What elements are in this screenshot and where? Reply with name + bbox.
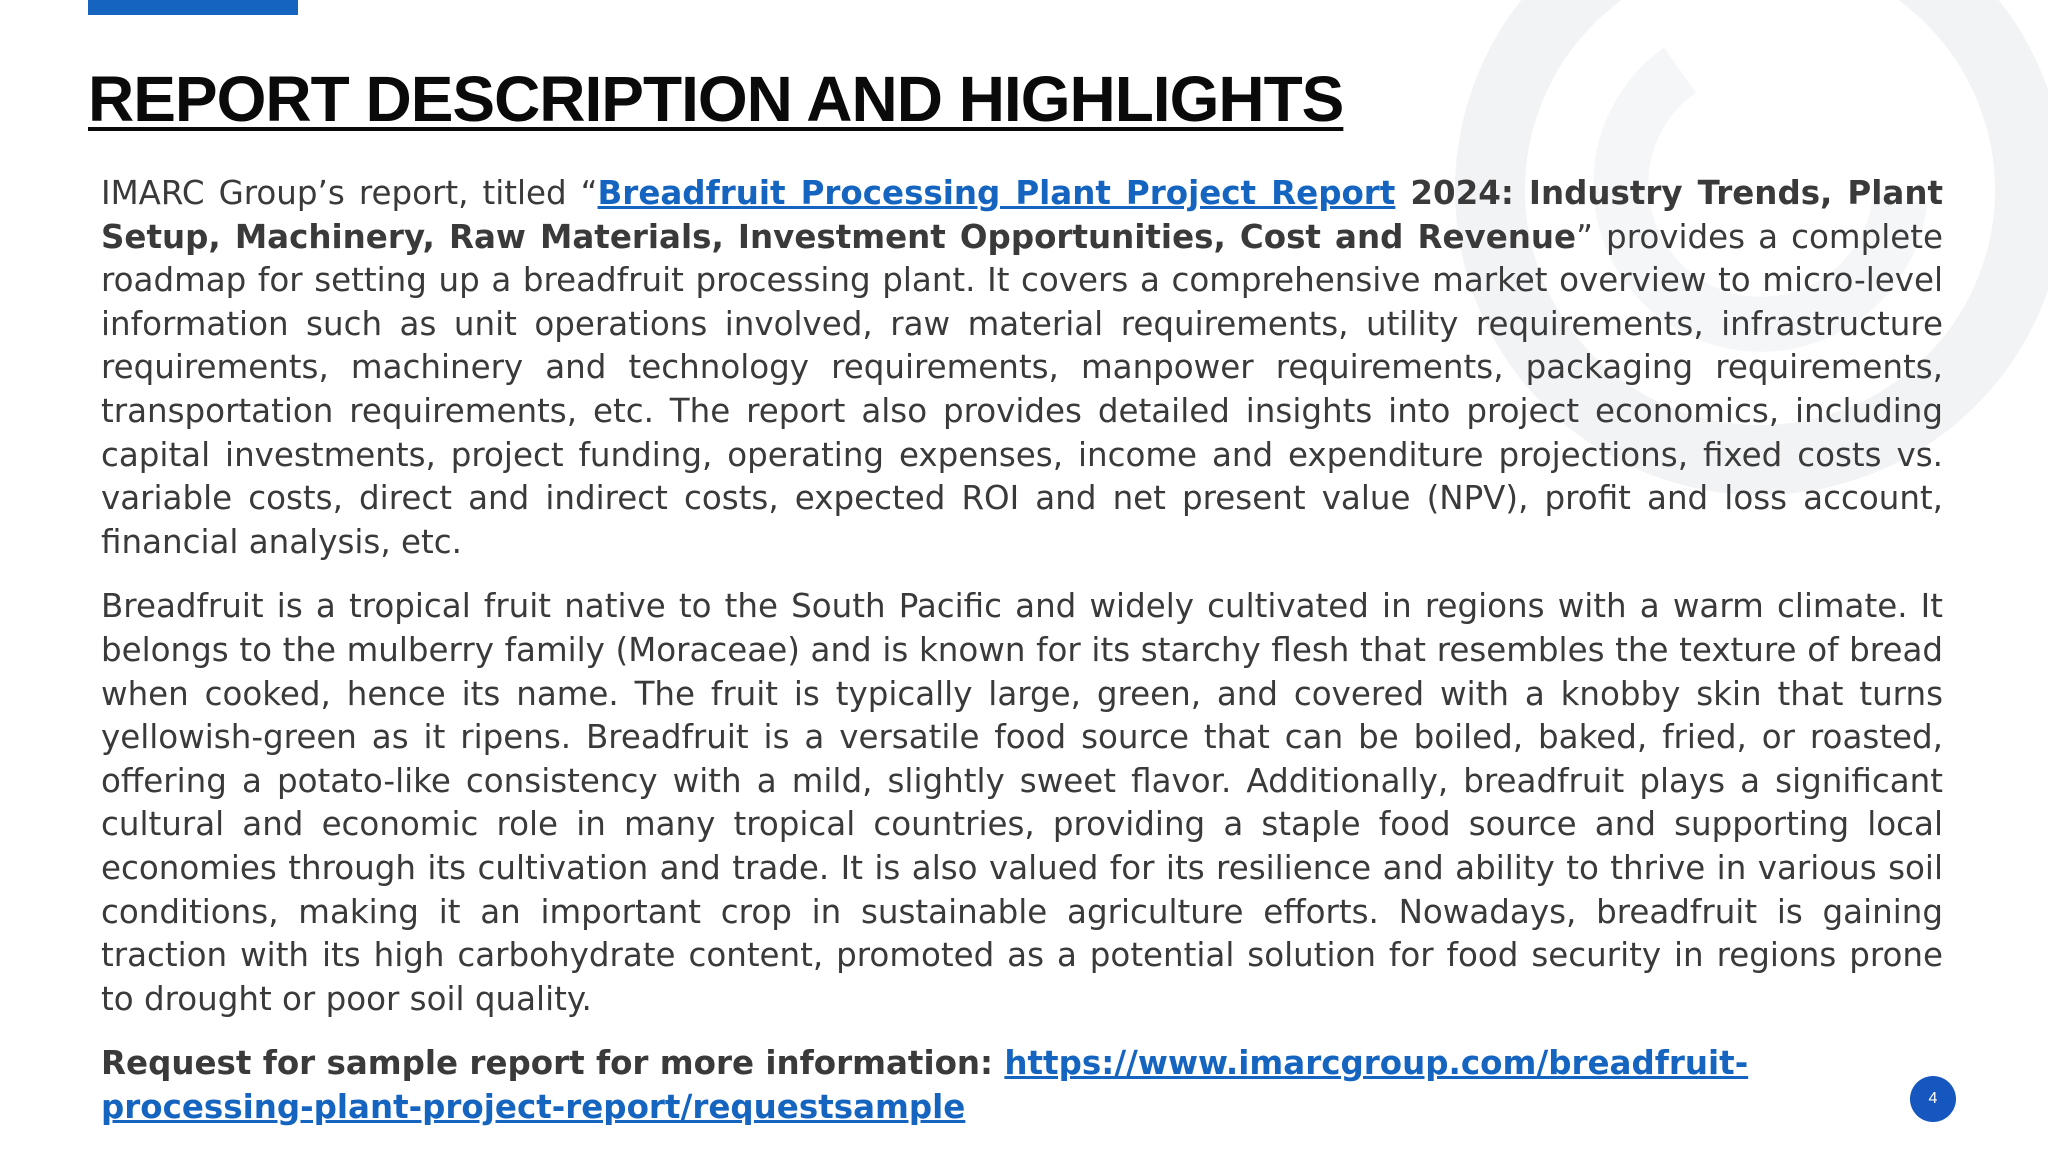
page-title: REPORT DESCRIPTION AND HIGHLIGHTS xyxy=(88,63,1344,135)
sample-request-link[interactable]: https://www.imarcgroup.com/breadfruit-processing-plant-project-report/requestsample xyxy=(101,1044,1749,1126)
report-overview-paragraph xyxy=(101,172,1943,564)
sample-request-label: Request for sample report for more information: xyxy=(101,1044,1005,1083)
report-description xyxy=(101,172,1943,1150)
breadfruit-description-paragraph: Breadfruit is a tropical fruit native to the South Pacific and widely cultivated in regions with a warm climate. It belongs to the mulberry family (Moraceae) and is known for its starchy flesh that resembles the texture of bread when cooked, hence its name. The fruit is typically large, green, and covered with a knobby skin that turns yellowish-green as it ripens. Breadfruit is a versatile food source that can be boiled, baked, fried, or roasted, offering a potato-like consistency with a mild, slightly sweet flavor. Additionally, breadfruit plays a significant cultural and economic role in many tropical countries, providing a staple food source and supporting local economies through its cultivation and trade. It is also valued for its resilience and ability to thrive in various soil conditions, making it an important crop in sustainable agriculture efforts. Nowadays, breadfruit is gaining traction with its high carbohydrate content, promoted as a potential solution for food security in regions prone to drought or poor soil quality. xyxy=(101,587,1943,1018)
report-title-bold: 2024: Industry Trends, Plant Setup, Machinery, Raw Materials, Investment Opportunities, Cost and Revenue xyxy=(101,174,1943,256)
paragraph-intro: IMARC Group’s report, titled “ xyxy=(101,174,598,212)
top-accent-bar xyxy=(88,0,298,15)
page-number-badge: 4 xyxy=(1910,1076,1956,1122)
paragraph-rest: ” provides a complete roadmap for setting up a breadfruit processing plant. It covers a comprehensive market overview to micro-level information such as unit operations involved, raw material requirements, utility requirements, infrastructure requirements, machinery and technology requirements, manpower requirements, packaging requirements, transportation requirements, etc. The report also provides detailed insights into project economics, including capital investments, project funding, operating expenses, income and expenditure projections, fixed costs vs. variable costs, direct and indirect costs, expected ROI and net present value (NPV), profit and loss account, financial analysis, etc. xyxy=(101,217,1943,561)
sample-request-paragraph xyxy=(101,1042,1943,1129)
report-title-link[interactable]: Breadfruit Processing Plant Project Report xyxy=(597,174,1396,212)
